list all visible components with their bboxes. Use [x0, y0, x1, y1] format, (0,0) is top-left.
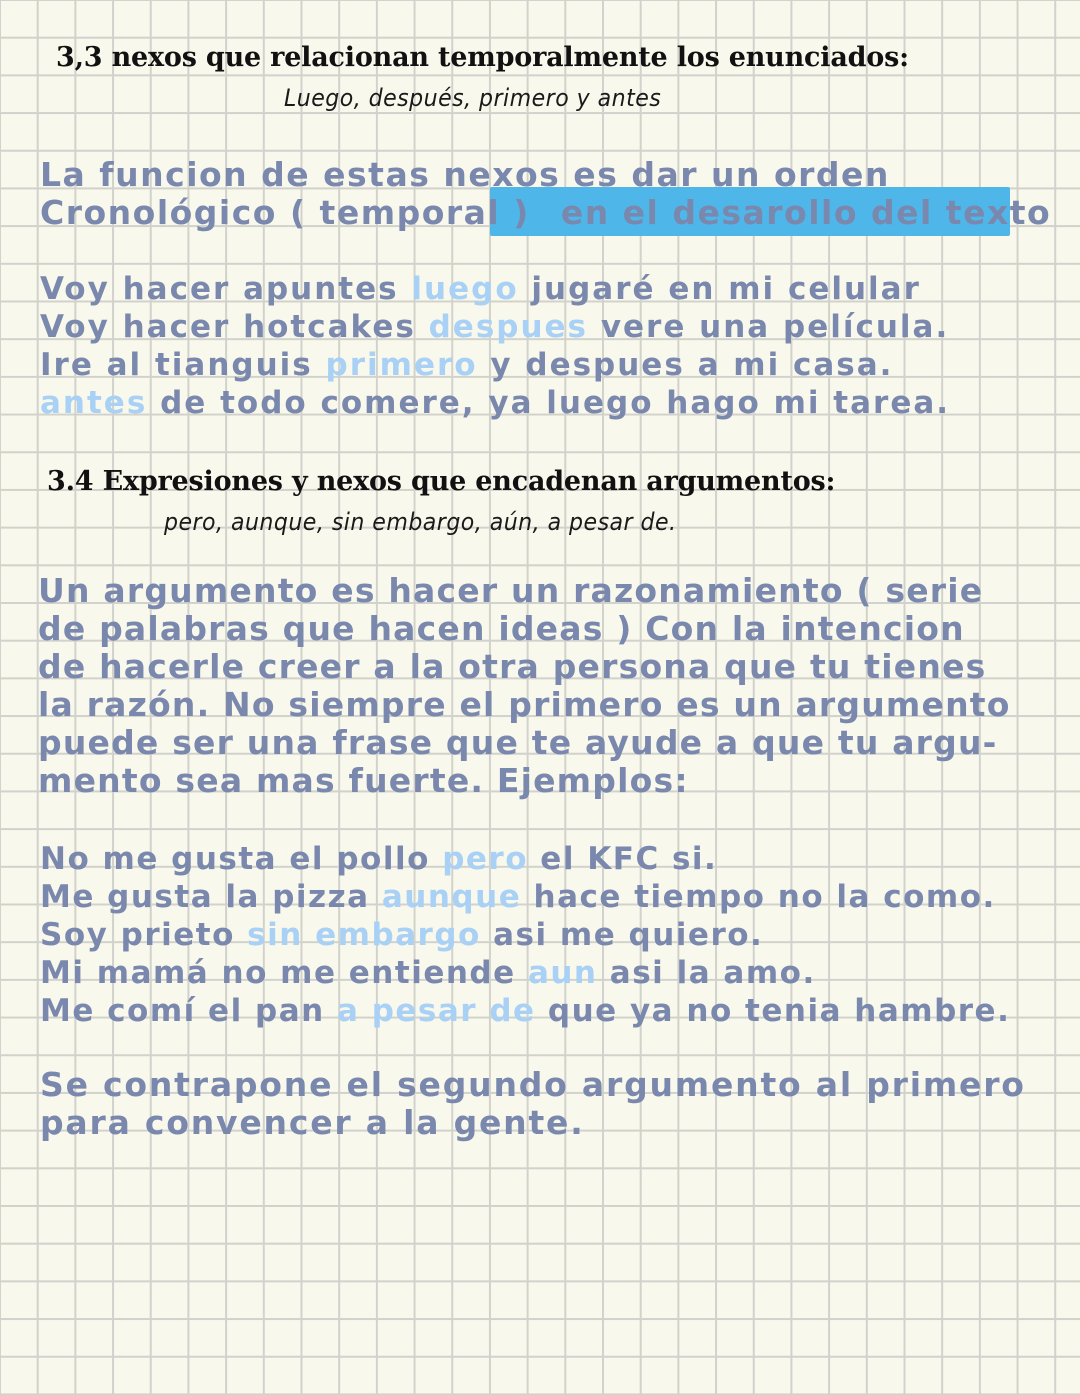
definition-temporal — [40, 156, 1051, 232]
nexo-primero: primero — [325, 347, 478, 383]
example-temporal-3 — [40, 346, 950, 384]
section-3-3-title: 3,3 nexos que relacionan temporalmente los enunciados: — [56, 42, 909, 73]
example-temporal-2 — [40, 308, 950, 346]
example-text: Voy hacer hotcakes — [40, 309, 416, 345]
example-text: asi la amo. — [609, 955, 816, 991]
example-text: Mi mamá no me entiende — [40, 955, 516, 991]
definition-line: de palabras que hacen ideas ) Con la intencion — [38, 609, 965, 648]
nexo-sin-embargo: sin embargo — [247, 917, 481, 953]
example-text: Ire al tianguis — [40, 347, 313, 383]
definition-argumento — [38, 572, 1011, 800]
example-text: asi me quiero. — [493, 917, 764, 953]
example-text: Me gusta la pizza — [40, 879, 370, 915]
examples-argumentos — [40, 840, 1010, 1030]
definition-line-1: La funcion de estas nexos es dar un orden — [40, 155, 890, 194]
example-argument-3 — [40, 916, 1010, 954]
example-text: jugaré en mi celular — [531, 271, 921, 307]
nexo-a-pesar-de: a pesar de — [336, 993, 536, 1029]
definition-line-2 — [40, 194, 1051, 232]
example-text: Me comí el pan — [40, 993, 325, 1029]
definition-line: puede ser una frase que te ayude a que tu argu- — [38, 723, 998, 762]
conclusion-line: Se contrapone el segundo argumento al primero — [40, 1065, 1026, 1104]
nexo-aun: aun — [527, 955, 598, 991]
example-text: No me gusta el pollo — [40, 841, 430, 877]
example-temporal-4 — [40, 384, 950, 422]
definition-line: de hacerle creer a la otra persona que tu tienes — [38, 647, 987, 686]
example-text: Voy hacer apuntes — [40, 271, 399, 307]
section-3-3-subtitle: Luego, después, primero y antes — [284, 84, 662, 112]
example-temporal-1 — [40, 270, 950, 308]
example-argument-5 — [40, 992, 1010, 1030]
example-text: Soy prieto — [40, 917, 235, 953]
nexo-luego: luego — [411, 271, 519, 307]
conclusion-line: para convencer a la gente. — [40, 1103, 585, 1142]
examples-temporal — [40, 270, 950, 422]
example-argument-1 — [40, 840, 1010, 878]
section-3-4-title: 3.4 Expresiones y nexos que encadenan argumentos: — [47, 466, 836, 497]
nexo-despues: despues — [428, 309, 589, 345]
conclusion — [40, 1066, 1026, 1142]
example-text: el KFC si. — [540, 841, 718, 877]
section-3-4-subtitle: pero, aunque, sin embargo, aún, a pesar de. — [164, 508, 677, 536]
highlighted-phrase: en el desarollo del texto — [560, 193, 1052, 232]
example-argument-4 — [40, 954, 1010, 992]
definition-line: mento sea mas fuerte. Ejemplos: — [38, 761, 689, 800]
example-text: vere una película. — [600, 309, 950, 345]
example-text: que ya no tenia hambre. — [547, 993, 1011, 1029]
nexo-aunque: aunque — [381, 879, 522, 915]
example-argument-2 — [40, 878, 1010, 916]
nexo-pero: pero — [442, 841, 528, 877]
definition-line: Un argumento es hacer un razonamiento ( serie — [38, 571, 984, 610]
nexo-antes: antes — [40, 385, 148, 421]
definition-line: la razón. No siempre el primero es un argumento — [38, 685, 1011, 724]
definition-line-2-start: Cronológico ( temporal ) — [40, 193, 530, 232]
example-text: y despues a mi casa. — [490, 347, 894, 383]
example-text: hace tiempo no la como. — [533, 879, 996, 915]
example-text: de todo comere, ya luego hago mi tarea. — [160, 385, 951, 421]
